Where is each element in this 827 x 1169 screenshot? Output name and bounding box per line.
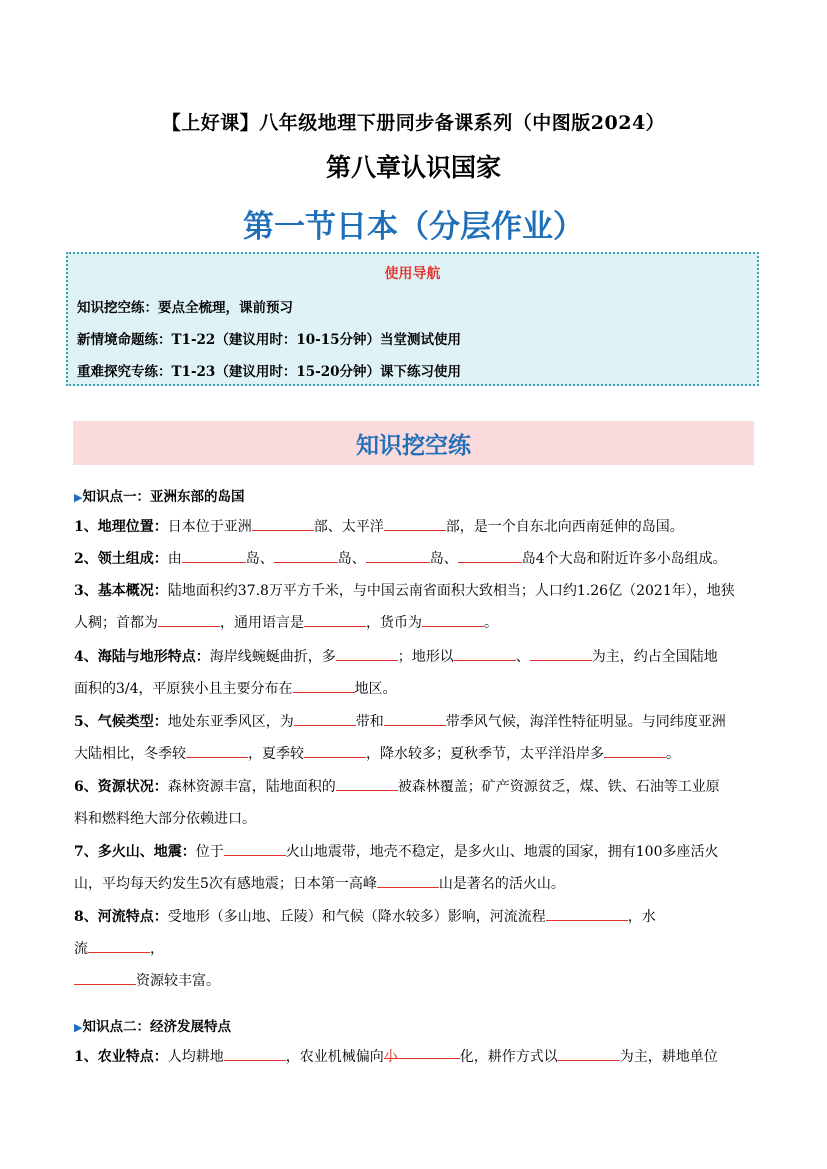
fill-blank[interactable] [422,614,484,627]
item-climate-cont: 大陆相比，冬季较 ，夏季较 ，降水较多；夏秋季节，太平洋沿岸多 。 [74,746,680,762]
guide-line: 新情境命题练：T1-22（建议用时：10-15分钟）当堂测试使用 [77,332,462,348]
fill-blank[interactable] [454,648,516,661]
item-resources: 6、资源状况：森林资源丰富，陆地面积的 被森林覆盖；矿产资源贫乏，煤、铁、石油等工业原 [74,779,720,795]
item-climate: 5、气候类型：地处东亚季风区，为 带和 带季风气候，海洋性特征明显。与同纬度亚洲 [74,714,726,730]
fill-blank[interactable] [88,940,150,953]
item-agriculture: 1、农业特点：人均耕地 ，农业机械偏向小 化，耕作方式以 为主，耕地单位 [74,1046,718,1066]
fill-blank[interactable] [366,550,430,563]
fill-blank[interactable] [336,648,398,661]
guide-line: 重难探究专练：T1-23（建议用时：15-20分钟）课下练习使用 [77,364,462,380]
fill-blank[interactable] [74,972,136,985]
fill-blank[interactable] [604,745,666,758]
fill-blank[interactable] [558,1048,620,1061]
fill-blank[interactable] [530,648,592,661]
fill-blank[interactable] [186,745,248,758]
guide-line: 知识挖空练：要点全梳理，课前预习 [77,300,293,316]
series-title: 【上好课】八年级地理下册同步备课系列（中图版2024） [161,112,666,134]
fill-blank[interactable] [336,778,398,791]
fill-blank[interactable] [377,875,439,888]
item-terrain: 4、海陆与地形特点：海岸线蜿蜒曲折，多 ；地形以 、 为主，约占全国陆地 [74,649,718,665]
item-resources-cont: 料和燃料绝大部分依赖进口。 [74,811,256,827]
section-title: 第一节日本（分层作业） [243,209,584,245]
fill-blank[interactable] [458,550,522,563]
item-rivers-cont2: 资源较丰富。 [74,970,220,990]
knowledge-banner [73,421,754,465]
fill-blank[interactable] [252,518,314,531]
fill-blank[interactable] [546,908,628,921]
item-geo-location: 1、地理位置：日本位于亚洲 部、太平洋 部，是一个自东北向西南延伸的岛国。 [74,519,684,535]
fill-blank[interactable] [293,680,355,693]
item-rivers-cont: 流 ， [74,941,164,957]
chapter-title: 第八章认识国家 [325,153,501,182]
fill-blank[interactable] [294,713,356,726]
item-volcano: 7、多火山、地震：位于 火山地震带，地壳不稳定，是多火山、地震的国家，拥有100多座活火 [74,844,719,860]
fill-blank[interactable] [182,550,246,563]
item-overview: 3、基本概况：陆地面积约37.8万平方千米，与中国云南省面积大致相当；人口约1.26亿（2021年），地狭 [74,583,735,599]
item-overview-cont: 人稠；首都为 ，通用语言是 ，货币为 。 [74,615,498,631]
item-rivers: 8、河流特点：受地形（多山地、丘陵）和气候（降水较多）影响，河流流程 ，水 [74,909,656,925]
fill-blank[interactable] [384,713,446,726]
item-territory: 2、领土组成：由 岛、 岛、 岛、 岛4个大岛和附近许多小岛组成。 [74,551,727,567]
banner-title: 知识挖空练 [356,433,471,459]
fill-blank[interactable] [224,843,286,856]
fill-blank[interactable] [224,1048,286,1061]
fill-blank-answered[interactable]: 小 [384,1046,460,1059]
fill-blank[interactable] [384,518,446,531]
knowledge-point-heading: ▶知识点二：经济发展特点 [74,1019,231,1035]
fill-blank[interactable] [158,614,220,627]
usage-guide-box [66,252,759,386]
item-volcano-cont: 山，平均每天约发生5次有感地震；日本第一高峰 山是著名的活火山。 [74,876,565,892]
fill-blank[interactable] [304,614,366,627]
usage-guide-title: 使用导航 [384,266,441,282]
knowledge-point-heading: ▶知识点一：亚洲东部的岛国 [74,489,245,505]
fill-blank[interactable] [274,550,338,563]
triangle-icon: ▶ [74,1021,83,1034]
fill-blank[interactable] [304,745,366,758]
item-terrain-cont: 面积的3/4，平原狭小且主要分布在 地区。 [74,681,397,697]
triangle-icon: ▶ [74,491,83,504]
